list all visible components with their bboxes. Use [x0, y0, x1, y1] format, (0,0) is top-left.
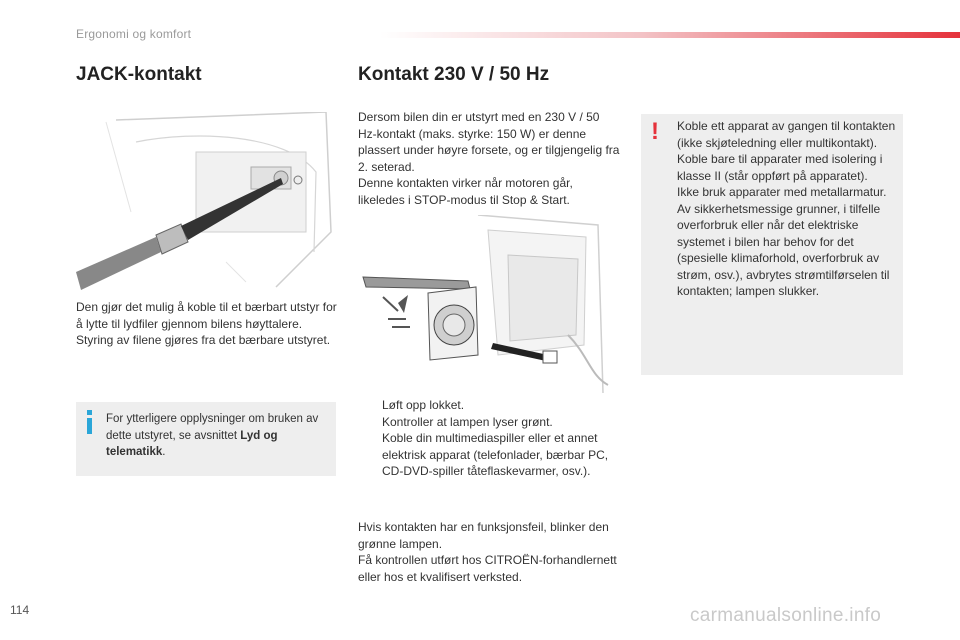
- list-item: [358, 430, 628, 480]
- socket-illustration: [358, 215, 616, 393]
- step-text: Koble din multimediaspiller eller et annet elektrisk apparat (telefonlader, bærbar PC, CD-DVD-spiller tåteflaskevarmer, osv.).: [382, 431, 609, 478]
- watermark: carmanualsonline.info: [690, 605, 882, 626]
- warning-text: [677, 118, 899, 300]
- socket-intro-1: Dersom bilen din er utstyrt med en 230 V / 50 Hz-kontakt (maks. styrke: 150 W) er denne plassert under høyre forsete, og er tilgjengelig fra 2. seterad.: [358, 110, 620, 174]
- warning-line: Ikke bruk apparater med metallarmatur.: [677, 185, 887, 199]
- fault-paragraph: [358, 519, 628, 585]
- info-link-text: Lyd og telematikk: [106, 429, 278, 458]
- warning-icon: !: [651, 118, 659, 145]
- info-box: [76, 402, 336, 476]
- fault-text-1: Hvis kontakten har en funksjonsfeil, blinker den grønne lampen.: [358, 520, 609, 551]
- jack-paragraph: Den gjør det mulig å koble til et bærbart utstyr for å lytte til lydfiler gjennom bilens høyttalere. Styring av filene gjøres fra det bærbare utstyret.: [76, 300, 337, 347]
- section-title: Ergonomi og komfort: [76, 27, 192, 41]
- warning-line: Av sikkerhetsmessige grunner, i tilfelle overforbruk eller når det elektriske systemet i bilen har behov for det (spesielle klimaforhold, overforbruk av strøm, osv.), avbrytes strømtilførselen til kontakten; lampen slukker.: [677, 201, 890, 298]
- step-text: Kontroller at lampen lyser grønt.: [382, 414, 553, 429]
- list-item: [358, 397, 628, 414]
- list-item: [358, 414, 628, 431]
- header-gradient-bar: [380, 32, 960, 38]
- jack-title: JACK-kontakt: [76, 64, 202, 85]
- warning-line: Koble bare til apparater med isolering i klasse II (står oppført på apparatet).: [677, 152, 883, 183]
- socket-intro-2: Denne kontakten virker når motoren går, likeledes i STOP-modus til Stop & Start.: [358, 176, 573, 207]
- info-text-end: .: [162, 446, 166, 458]
- warning-line: Koble ett apparat av gangen til kontakten (ikke skjøteledning eller multikontakt).: [677, 119, 896, 150]
- socket-title: Kontakt 230 V / 50 Hz: [358, 64, 550, 85]
- info-icon: [84, 410, 94, 434]
- steps-list: [358, 397, 628, 480]
- socket-intro: [358, 109, 620, 208]
- step-text: Løft opp lokket.: [382, 398, 465, 412]
- info-text-body: For ytterligere opplysninger om bruken av dette utstyret, se avsnittet: [106, 413, 319, 442]
- page-number: 114: [10, 603, 30, 617]
- info-text: [106, 411, 328, 461]
- warning-box: [641, 114, 903, 375]
- fault-text-2: Få kontrollen utført hos CITROËN-forhandlernett eller hos et kvalifisert verksted.: [358, 553, 617, 584]
- jack-illustration: [76, 112, 336, 290]
